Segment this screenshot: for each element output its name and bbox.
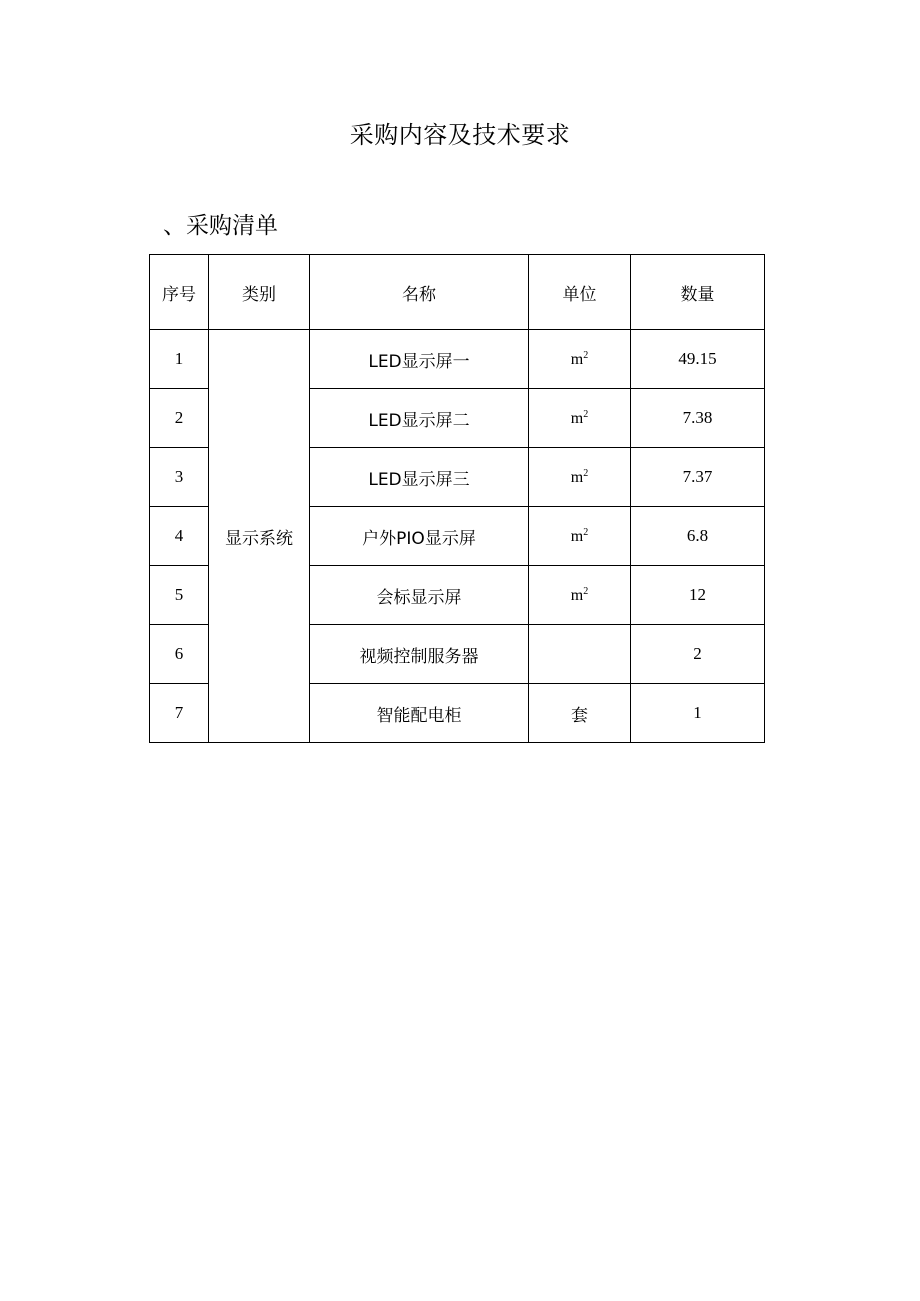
cell-quantity: 7.38 [631,389,765,448]
unit-base: m [570,410,584,427]
cell-quantity: 6.8 [631,507,765,566]
document-title: 采购内容及技术要求 [349,121,571,149]
cell-no: 6 [150,625,209,684]
table-header-row [150,255,765,330]
cell-quantity: 49.15 [631,330,765,389]
cell-quantity: 12 [631,566,765,625]
cell-no: 2 [150,389,209,448]
cell-unit [529,625,631,684]
unit-base: m [570,587,584,604]
unit-base: m [570,528,584,545]
cell-name: 会标显示屏 [310,566,529,625]
header-category: 类别 [209,255,310,330]
unit-exponent: 2 [583,409,589,420]
unit-exponent: 2 [583,468,589,479]
cell-quantity: 7.37 [631,448,765,507]
header-name: 名称 [310,255,529,330]
cell-category-merged: 显示系统 [209,330,310,743]
cell-no: 7 [150,684,209,743]
cell-quantity: 2 [631,625,765,684]
cell-unit [529,330,631,389]
unit-base: m [570,469,584,486]
cell-name: 视频控制服务器 [310,625,529,684]
unit-exponent: 2 [583,350,589,361]
cell-unit [529,448,631,507]
cell-name: LED显示屏三 [310,448,529,507]
unit-text: 套 [571,705,588,726]
table-row [150,330,765,389]
cell-no: 5 [150,566,209,625]
cell-name: 户外PIO显示屏 [310,507,529,566]
cell-name: LED显示屏一 [310,330,529,389]
unit-base: m [570,351,584,368]
cell-unit [529,566,631,625]
header-no: 序号 [150,255,209,330]
header-unit: 单位 [529,255,631,330]
cell-quantity: 1 [631,684,765,743]
cell-unit [529,507,631,566]
cell-unit [529,684,631,743]
cell-name: 智能配电柜 [310,684,529,743]
unit-exponent: 2 [583,527,589,538]
cell-no: 3 [150,448,209,507]
procurement-table [149,254,765,743]
cell-name: LED显示屏二 [310,389,529,448]
header-quantity: 数量 [631,255,765,330]
section-heading: 、采购清单 [163,213,278,239]
cell-no: 1 [150,330,209,389]
cell-no: 4 [150,507,209,566]
cell-unit [529,389,631,448]
unit-exponent: 2 [583,586,589,597]
